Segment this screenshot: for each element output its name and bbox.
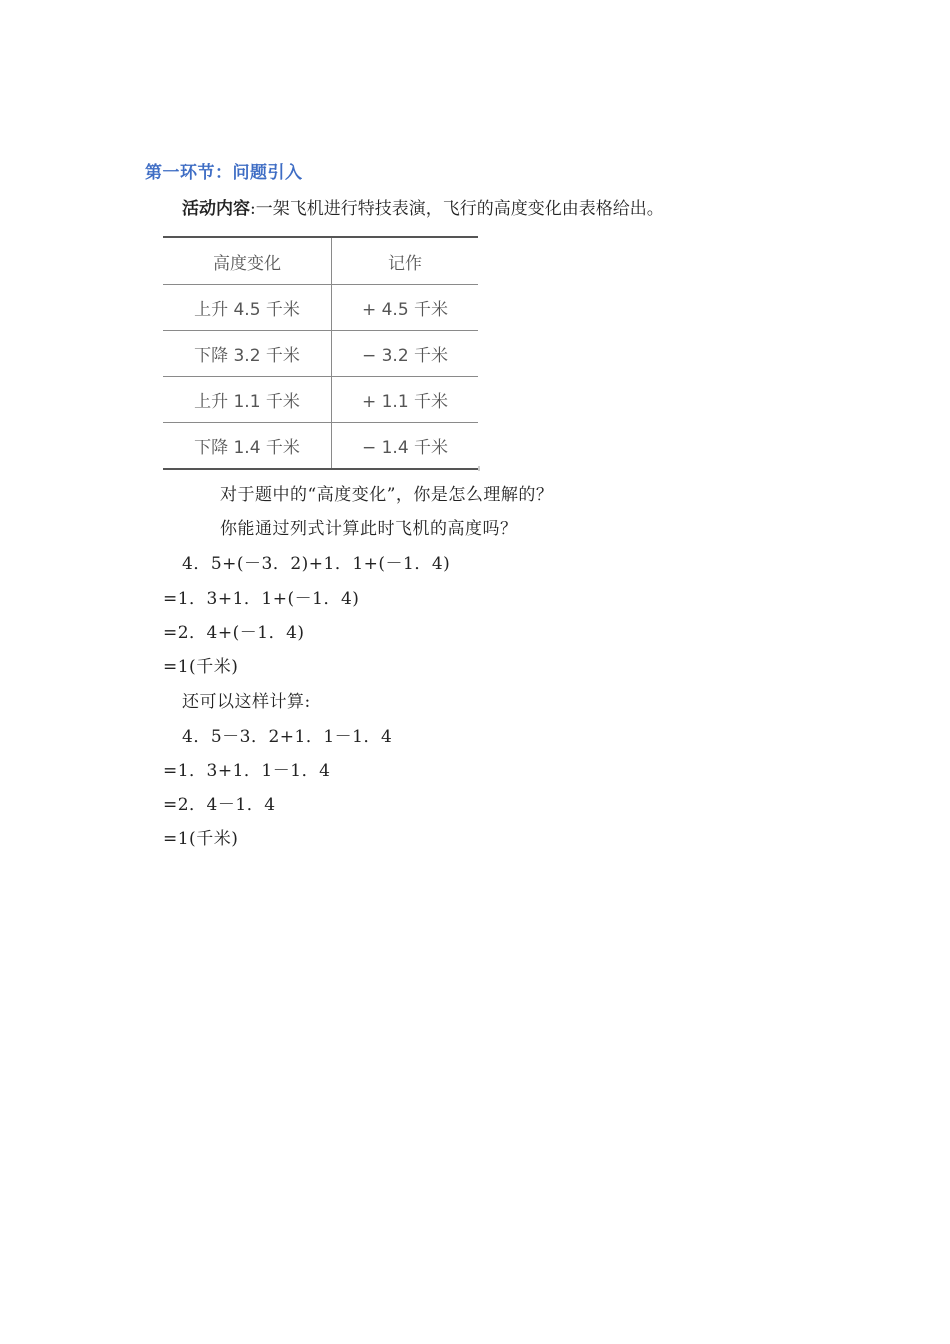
calc2-line-2: =1．3+1．1－1．4 (163, 761, 331, 781)
table-cell: − 1.4 千米 (332, 423, 479, 470)
table-row (163, 423, 478, 470)
altitude-table-figure (163, 236, 478, 468)
calc2-line-4: =1(千米) (163, 829, 239, 849)
activity-label: 活动内容 (182, 199, 250, 219)
activity-text: :一架飞机进行特技表演，飞行的高度变化由表格给出。 (250, 199, 664, 219)
calc1-line-3: =2．4+(－1．4) (163, 623, 305, 643)
calc1-line-1: 4．5+(－3．2)+1．1+(－1．4) (182, 554, 451, 574)
table-row (163, 331, 478, 377)
calc2-line-1: 4．5－3．2+1．1－1．4 (182, 727, 393, 747)
table-cell: 下降 3.2 千米 (163, 331, 332, 377)
alt-intro: 还可以这样计算: (182, 692, 311, 712)
table-header-row (163, 237, 478, 285)
table-cell: + 1.1 千米 (332, 377, 479, 423)
section-title: 第一环节：问题引入 (145, 163, 303, 183)
question-2: 你能通过列式计算此时飞机的高度吗？ (220, 519, 518, 539)
question-1: 对于题中的“高度变化”，你是怎么理解的？ (220, 485, 554, 505)
table-cell: 上升 1.1 千米 (163, 377, 332, 423)
table-cell: 下降 1.4 千米 (163, 423, 332, 470)
table-cell: 上升 4.5 千米 (163, 285, 332, 331)
table-cell: + 4.5 千米 (332, 285, 479, 331)
activity-paragraph (182, 194, 664, 219)
table-cell: − 3.2 千米 (332, 331, 479, 377)
scan-mark (478, 466, 480, 471)
calc2-line-3: =2．4－1．4 (163, 795, 276, 815)
table-row (163, 285, 478, 331)
calc1-line-2: =1．3+1．1+(－1．4) (163, 589, 360, 609)
header-recorded-as: 记作 (332, 237, 479, 285)
calc1-line-4: =1(千米) (163, 657, 239, 677)
table-row (163, 377, 478, 423)
header-altitude-change: 高度变化 (163, 237, 332, 285)
altitude-table (163, 236, 478, 470)
